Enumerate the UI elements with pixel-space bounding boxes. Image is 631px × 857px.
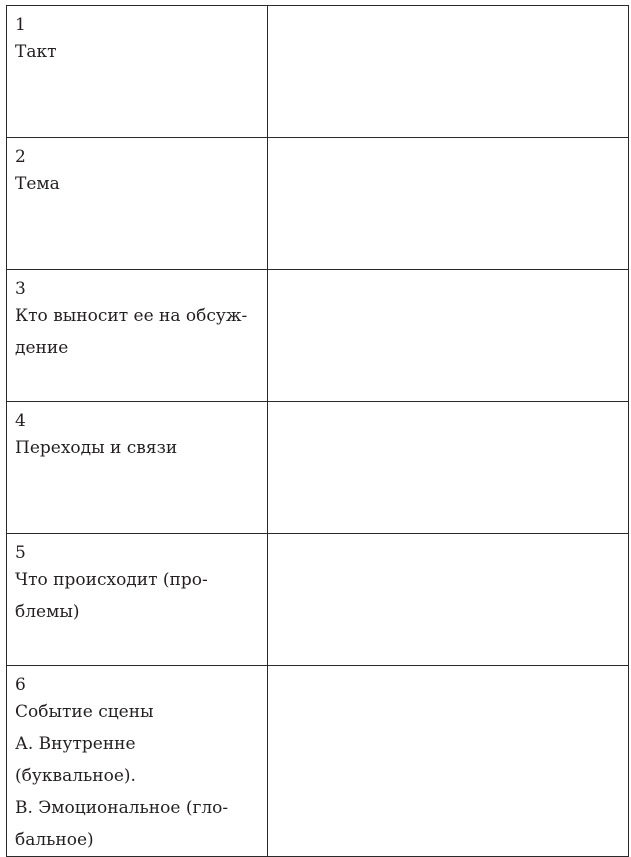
- row-number: 4: [15, 411, 26, 431]
- row-number: 5: [15, 543, 26, 563]
- scene-analysis-table: [6, 5, 629, 857]
- row-title: Что происходит (про-: [15, 570, 208, 590]
- row-number: 6: [15, 675, 26, 695]
- row-answer-cell[interactable]: [268, 6, 629, 138]
- table-row: [7, 270, 629, 402]
- row-title: Такт: [15, 42, 57, 62]
- table-row: [7, 6, 629, 138]
- row-label-cell: [7, 6, 268, 138]
- row-label-cell: [7, 402, 268, 534]
- row-label-cell: [7, 270, 268, 402]
- row-answer-cell[interactable]: [268, 270, 629, 402]
- row-label-cell: [7, 534, 268, 666]
- row-number: 2: [15, 147, 26, 167]
- row-title: Тема: [15, 174, 60, 194]
- row-title: Переходы и связи: [15, 438, 178, 458]
- row-subitem-b-continued: бальное): [15, 830, 94, 850]
- row-answer-cell[interactable]: [268, 138, 629, 270]
- row-subitem-b: В. Эмоциональное (гло-: [15, 798, 229, 818]
- row-answer-cell[interactable]: [268, 402, 629, 534]
- table-row: [7, 402, 629, 534]
- row-answer-cell[interactable]: [268, 534, 629, 666]
- row-title-continued: блемы): [15, 602, 80, 622]
- row-number: 1: [15, 15, 26, 35]
- table-row: [7, 138, 629, 270]
- table-row: [7, 534, 629, 666]
- row-subitem-a: А. Внутренне (буквальное).: [15, 734, 136, 786]
- row-number: 3: [15, 279, 26, 299]
- row-title: Кто выносит ее на обсуж-: [15, 306, 248, 326]
- row-title: Событие сцены: [15, 702, 154, 722]
- row-label-cell: [7, 138, 268, 270]
- row-title-continued: дение: [15, 338, 69, 358]
